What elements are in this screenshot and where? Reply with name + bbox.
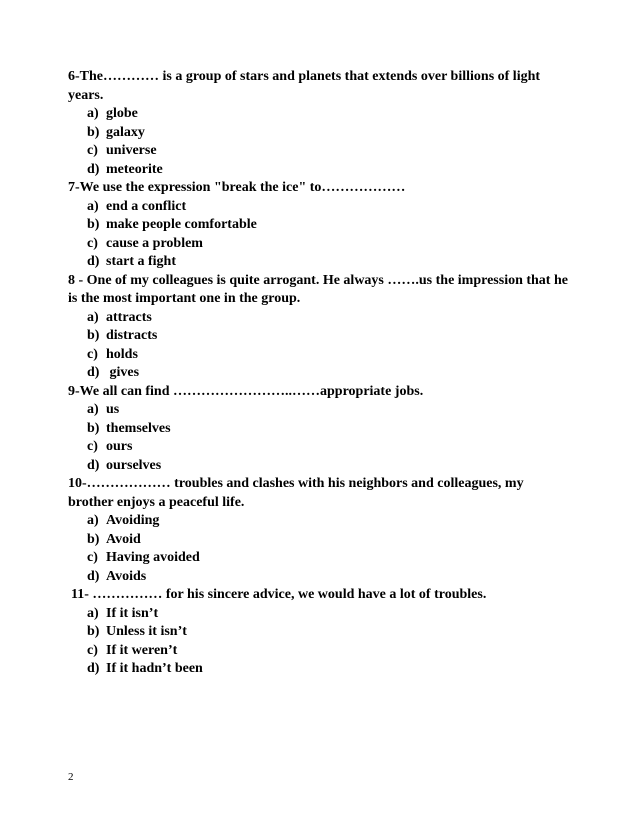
option-list (68, 198, 568, 272)
option-text: make people comfortable (106, 217, 257, 232)
option-text: If it hadn’t been (106, 661, 203, 676)
option-letter: a) (87, 605, 99, 621)
question-text: 8 - One of my colleagues is quite arrogant. He always …….us the impression that he is the most important one in the group. (68, 272, 568, 306)
option-text: themselves (106, 420, 171, 436)
option-letter: c) (87, 235, 98, 251)
question-6 (68, 68, 568, 179)
option-letter: c) (87, 143, 98, 158)
option-text: attracts (106, 309, 152, 325)
option-list (68, 512, 568, 586)
option-letter: a) (87, 198, 99, 214)
option-list (68, 605, 568, 679)
option-text: distracts (106, 328, 158, 343)
option-letter: c) (87, 642, 98, 658)
option-a (87, 198, 568, 217)
option-d (87, 660, 568, 679)
option-text: globe (106, 106, 138, 121)
option-text: If it weren’t (106, 642, 178, 658)
option-b (87, 216, 568, 235)
option-c (87, 142, 568, 161)
option-a (87, 401, 568, 420)
option-a (87, 512, 568, 531)
option-letter: d) (87, 254, 100, 269)
option-letter: c) (87, 346, 98, 362)
option-letter: b) (87, 420, 100, 436)
option-letter: a) (87, 309, 99, 325)
option-text: us (106, 402, 120, 417)
option-letter: a) (87, 402, 99, 417)
question-7 (68, 179, 568, 272)
option-b (87, 327, 568, 346)
question-text: 6-The………… is a group of stars and planets that extends over billions of light years. (68, 69, 541, 103)
question-8 (68, 272, 568, 383)
option-a (87, 605, 568, 624)
question-text: 10-……………… troubles and clashes with his neighbors and colleagues, my brother enjoys a peaceful life. (68, 476, 524, 510)
option-text: If it isn’t (106, 605, 159, 621)
option-b (87, 124, 568, 143)
question-10 (68, 475, 568, 586)
option-b (87, 420, 568, 439)
option-letter: d) (87, 457, 100, 473)
option-d (87, 364, 568, 383)
option-letter: a) (87, 106, 99, 121)
option-letter: d) (87, 161, 100, 177)
option-text: ourselves (106, 457, 162, 473)
option-d (87, 161, 568, 180)
option-letter: d) (87, 365, 100, 380)
question-text: 11- …………… for his sincere advice, we would have a lot of troubles. (71, 587, 487, 602)
option-text: meteorite (106, 161, 163, 177)
option-text: holds (106, 346, 138, 362)
option-letter: c) (87, 439, 98, 454)
option-letter: b) (87, 328, 100, 343)
page-number: 2 (68, 771, 74, 783)
question-list (68, 68, 568, 679)
option-c (87, 235, 568, 254)
option-c (87, 346, 568, 365)
option-text: start a fight (106, 254, 176, 269)
option-list (68, 105, 568, 179)
option-letter: b) (87, 124, 100, 140)
option-list (68, 401, 568, 475)
option-b (87, 623, 568, 642)
option-text: Unless it isn’t (106, 624, 187, 639)
option-text: Having avoided (106, 550, 200, 565)
option-d (87, 457, 568, 476)
option-text: universe (106, 143, 157, 158)
option-text: galaxy (106, 124, 145, 140)
option-list (68, 309, 568, 383)
question-9 (68, 383, 568, 476)
option-text: cause a problem (106, 235, 203, 251)
option-b (87, 531, 568, 550)
option-text: ours (106, 439, 133, 454)
option-c (87, 549, 568, 568)
option-text: Avoid (106, 531, 141, 547)
option-c (87, 642, 568, 661)
option-a (87, 309, 568, 328)
option-letter: b) (87, 624, 100, 639)
option-letter: d) (87, 661, 100, 676)
option-letter: d) (87, 568, 100, 584)
option-letter: a) (87, 513, 99, 528)
option-text: end a conflict (106, 198, 187, 214)
question-11 (68, 586, 568, 679)
option-letter: c) (87, 550, 98, 565)
option-a (87, 105, 568, 124)
option-d (87, 253, 568, 272)
option-text: Avoiding (106, 513, 160, 528)
option-d (87, 568, 568, 587)
option-text: gives (106, 365, 140, 380)
option-text: Avoids (106, 568, 147, 584)
question-text: 9-We all can find ……………………..……appropriate jobs. (68, 383, 424, 399)
question-text: 7-We use the expression "break the ice" to……………… (68, 180, 406, 195)
option-c (87, 438, 568, 457)
option-letter: b) (87, 217, 100, 232)
option-letter: b) (87, 531, 100, 547)
